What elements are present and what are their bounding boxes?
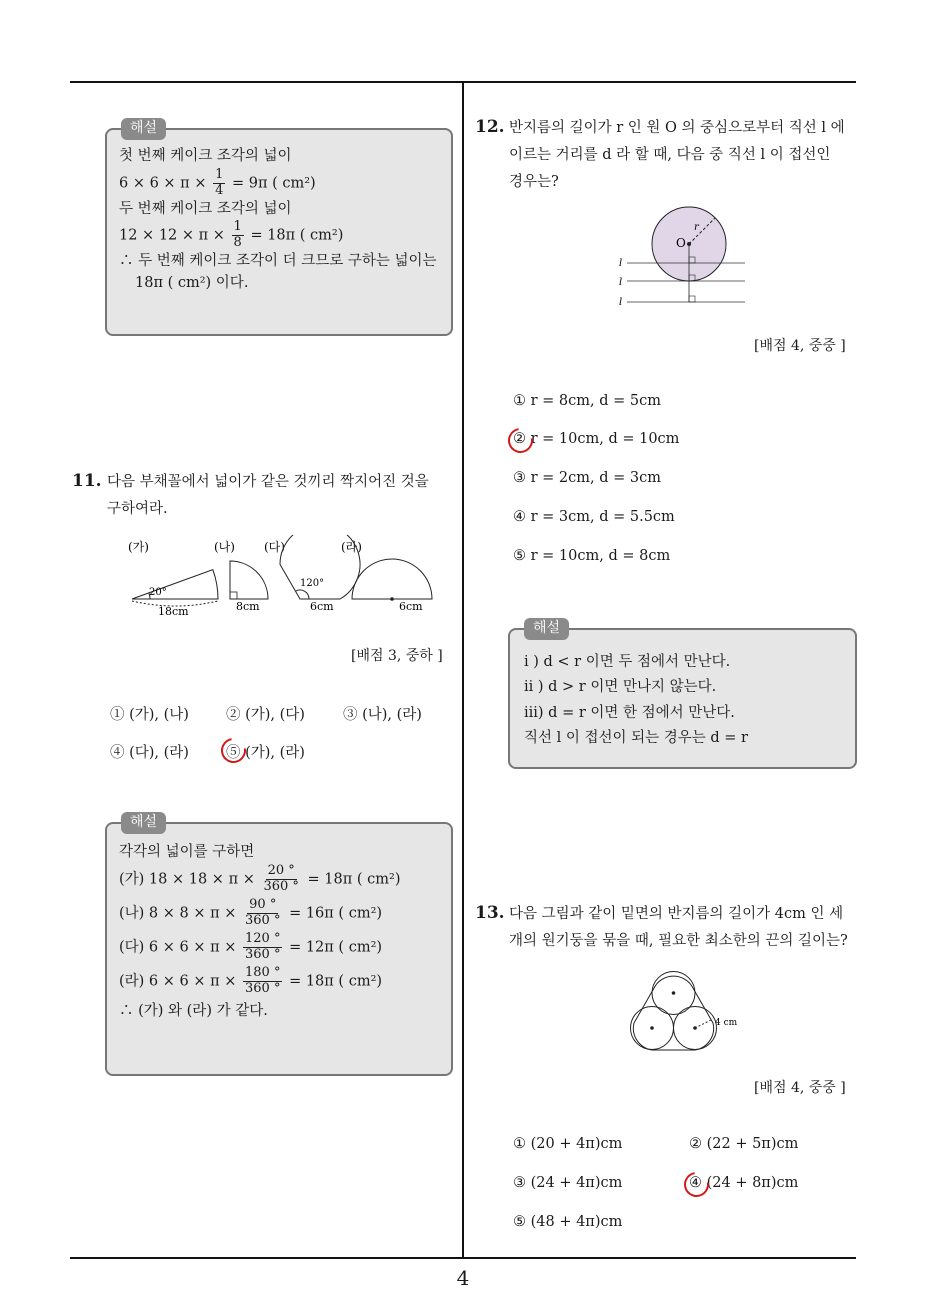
choice-12-2[interactable]: ② r = 10cm, d = 10cm [513, 431, 680, 447]
solution-line: ∴ 두 번째 케이크 조각이 더 크므로 구하는 넓이는 [119, 253, 437, 270]
fraction: $\frac{90 ^\circ}{360 ^\circ}$ [245, 897, 281, 929]
solution-box-12 [508, 620, 857, 769]
solution-line: (다) 6 × 6 × π × $\frac{120 ^\circ}{360 ^\circ}$ = 12π ( cm²) [119, 931, 383, 962]
question-text-13: 다음 그림과 같이 밑면의 반지름의 길이가 4cm 인 세 개의 원기둥을 묶을 때, 필요한 최소한의 끈의 길이는? [509, 906, 848, 949]
center-label: O [676, 236, 686, 250]
answer-mark-12 [503, 423, 538, 458]
choice-13-3[interactable]: ③ (24 + 4π)cm [513, 1175, 623, 1191]
angle-ga: 20° [149, 587, 167, 598]
label-ra: (라) [341, 540, 362, 554]
center-ra [390, 597, 394, 601]
sector-ga [132, 570, 218, 599]
question-number-12: 12. [475, 117, 505, 137]
choice-12-5[interactable]: ⑤ r = 10cm, d = 8cm [513, 548, 671, 564]
solution-line: (나) 8 × 8 × π × $\frac{90 ^\circ}{360 ^\circ}$ = 16π ( cm²) [119, 897, 383, 929]
question-number-13: 13. [475, 903, 505, 923]
solution-line: ii ) d > r 이면 만나지 않는다. [524, 679, 717, 696]
choice-13-2[interactable]: ② (22 + 5π)cm [689, 1136, 799, 1152]
label-ga: (가) [128, 540, 149, 554]
choice-13-5[interactable]: ⑤ (48 + 4π)cm [513, 1214, 623, 1230]
solution-tab: 해설 [121, 812, 166, 834]
question-text-12: 반지름의 길이가 r 인 원 O 의 중심으로부터 직선 l 에 이르는 거리를 d 라 할 때, 다음 중 직선 l 이 접선인 경우는? [509, 120, 845, 190]
solution-line: (가) 18 × 18 × π × $\frac{20 ^\circ}{360 ^\circ}$ = 18π ( cm²) [119, 863, 401, 895]
answer-mark-11 [216, 733, 251, 768]
choice-12-4[interactable]: ④ r = 3cm, d = 5.5cm [513, 509, 675, 525]
solution-line: 12 × 12 × π × $\frac{1}{8}$ = 18π ( cm²) [119, 219, 344, 251]
solution-line: (라) 6 × 6 × π × $\frac{180 ^\circ}{360 ^\circ}$ = 18π ( cm²) [119, 964, 383, 996]
fraction: $\frac{20 ^\circ}{360 ^\circ}$ [263, 863, 299, 895]
solution-line: 직선 l 이 접선이 되는 경우는 d = r [524, 730, 748, 747]
sector-na [230, 561, 268, 599]
center-top [672, 991, 676, 995]
fraction: $\frac{1}{8}$ [233, 219, 242, 251]
choice-12-3[interactable]: ③ r = 2cm, d = 3cm [513, 470, 661, 486]
length-da: 6cm [310, 600, 334, 613]
solution-line: 6 × 6 × π × $\frac{1}{4}$ = 9π ( cm²) [119, 166, 316, 198]
bottom-rule [70, 1257, 856, 1259]
length-ra: 6cm [399, 600, 423, 613]
right-angle-na [230, 592, 237, 599]
page-number: 4 [456, 1266, 470, 1290]
solution-line: 각각의 넓이를 구하면 [119, 844, 255, 860]
fraction: $\frac{180 ^\circ}{360 ^\circ}$ [245, 964, 281, 996]
choice-11-2[interactable]: ② (가), (다) [226, 707, 305, 723]
sector-ra [352, 559, 432, 599]
sector-figure [110, 535, 450, 620]
solution-line: 첫 번째 케이크 조각의 넓이 [119, 148, 292, 164]
line-label-2: l [619, 277, 623, 288]
radius-label: 4 cm [715, 1018, 738, 1028]
line-label-3: l [619, 297, 623, 305]
solution-box-11 [105, 814, 453, 1076]
center-left [650, 1026, 654, 1030]
fraction: $\frac{120 ^\circ}{360 ^\circ}$ [245, 931, 281, 962]
score-11: [배점 3, 중하 ] [351, 648, 443, 664]
solution-line: iii) d = r 이면 한 점에서 만난다. [524, 704, 735, 721]
choice-11-5[interactable]: ⑤ (가), (라) [226, 745, 305, 761]
tangent-figure [615, 205, 755, 305]
question-number-11: 11. [72, 471, 102, 491]
solution-line: i ) d < r 이면 두 점에서 만난다. [524, 654, 731, 670]
label-da: (다) [264, 540, 285, 554]
solution-box-10 [105, 120, 453, 336]
line-label-1: l [619, 258, 623, 269]
label-na: (나) [214, 540, 235, 554]
solution-tab: 해설 [121, 118, 166, 140]
cylinders-figure [625, 965, 765, 1057]
score-13: [배점 4, 중중 ] [754, 1080, 846, 1096]
solution-line: ∴ (가) 와 (라) 가 같다. [119, 1002, 268, 1019]
choice-11-3[interactable]: ③ (나), (라) [343, 707, 422, 723]
angle-da: 120° [300, 578, 325, 589]
right-angle-3 [689, 296, 695, 302]
answer-mark-13 [679, 1167, 714, 1202]
solution-tab: 해설 [524, 618, 569, 640]
choice-11-1[interactable]: ① (가), (나) [110, 707, 189, 723]
question-text-11: 다음 부채꼴에서 넓이가 같은 것끼리 짝지어진 것을 구하여라. [107, 474, 429, 517]
fraction: $\frac{1}{4}$ [215, 166, 224, 198]
length-na: 8cm [236, 600, 260, 613]
solution-line: 18π ( cm²) 이다. [135, 275, 249, 291]
choice-13-4[interactable]: ④ (24 + 8π)cm [689, 1175, 799, 1191]
solution-line: 두 번째 케이크 조각의 넓이 [119, 200, 292, 217]
rope-outline [633, 976, 713, 1050]
choice-12-1[interactable]: ① r = 8cm, d = 5cm [513, 393, 661, 409]
column-divider [462, 83, 464, 1257]
score-12: [배점 4, 중중 ] [754, 338, 846, 354]
choice-13-1[interactable]: ① (20 + 4π)cm [513, 1136, 623, 1152]
length-ga: 18cm [158, 605, 189, 618]
radius-label: r [694, 222, 699, 233]
choice-11-4[interactable]: ④ (다), (라) [110, 745, 189, 761]
radius-line [695, 1019, 713, 1028]
